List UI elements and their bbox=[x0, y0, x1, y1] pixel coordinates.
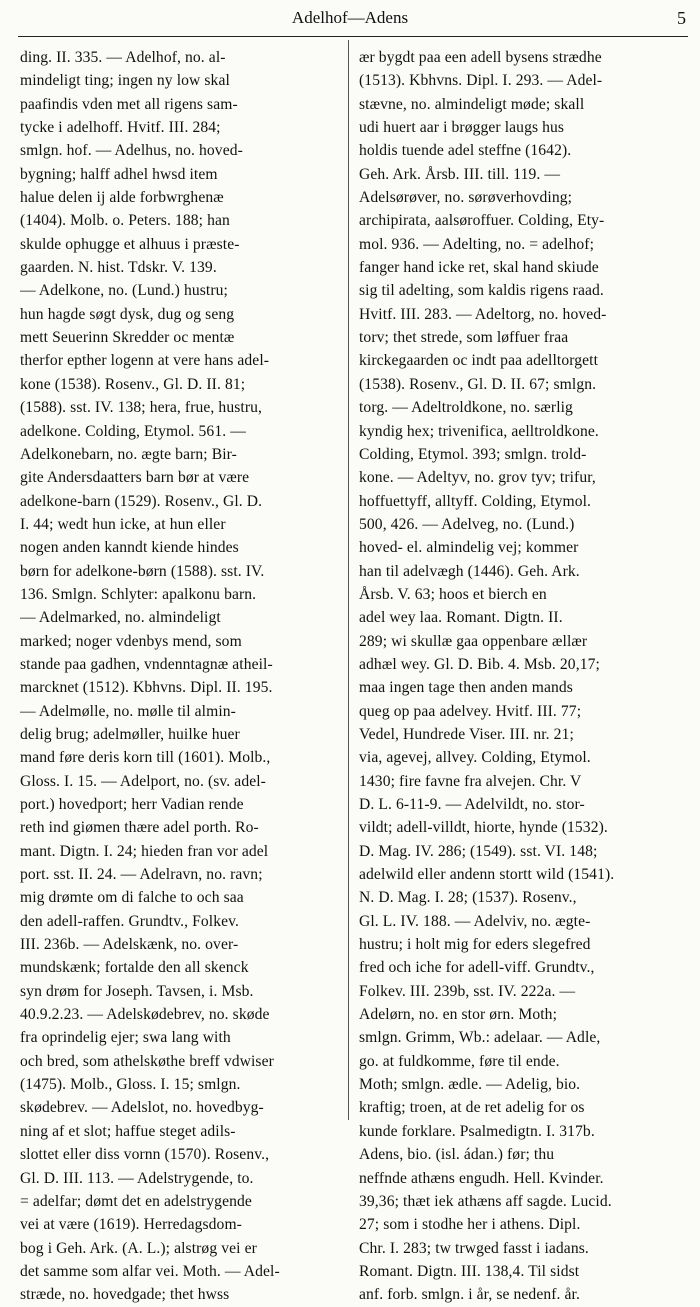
page-number: 5 bbox=[677, 8, 686, 28]
text-line: tycke i adelhoff. Hvitf. III. 284; bbox=[20, 119, 221, 137]
text-line: ning af et slot; haffue steget adils- bbox=[20, 1122, 236, 1140]
text-line: N. D. Mag. I. 28; (1537). Rosenv., bbox=[359, 889, 577, 907]
text-line: stande paa gadhen, vndenntagnæ atheil- bbox=[20, 655, 273, 673]
text-line: 27; som i stodhe her i athens. Dipl. bbox=[359, 1216, 581, 1234]
text-line: børn for adelkone-børn (1588). sst. IV. bbox=[20, 562, 265, 580]
text-line: (1513). Kbhvns. Dipl. I. 293. — Adel- bbox=[359, 72, 603, 90]
text-line: gaarden. N. hist. Tdskr. V. 139. bbox=[20, 259, 217, 277]
text-line: hoved- el. almindelig vej; kommer bbox=[359, 539, 579, 557]
text-line: Gl. L. IV. 188. — Adelviv, no. ægte- bbox=[359, 912, 591, 930]
text-line: udi huert aar i brøgger laugs hus bbox=[359, 119, 565, 137]
text-line: gite Andersdaatters barn bør at være bbox=[20, 469, 250, 487]
text-line: (1538). Rosenv., Gl. D. II. 67; smlgn. bbox=[359, 375, 597, 393]
text-line: I. 44; wedt hun icke, at hun eller bbox=[20, 515, 226, 533]
text-line: och bred, som athelskøthe breff vdwiser bbox=[20, 1052, 274, 1070]
text-line: Adelørn, no. en stor ørn. Moth; bbox=[359, 1006, 557, 1024]
text-line: det samme som alfar vei. Moth. — Adel- bbox=[20, 1262, 280, 1280]
text-line: Romant. Digtn. III. 138,4. Til sidst bbox=[359, 1262, 580, 1280]
text-line: adelwild eller andenn stortt wild (1541). bbox=[359, 866, 615, 884]
text-line: mand føre deris korn till (1601). Molb., bbox=[20, 749, 271, 767]
text-line: adelkone. Colding, Etymol. 561. — bbox=[20, 422, 246, 440]
text-line: maa ingen tage then anden mands bbox=[359, 679, 573, 697]
text-line: D. L. 6-11-9. — Adelvildt, no. stor- bbox=[359, 796, 585, 813]
right-column bbox=[359, 46, 684, 1307]
text-line: (1588). sst. IV. 138; hera, frue, hustru, bbox=[20, 399, 263, 417]
running-head bbox=[0, 8, 700, 32]
text-line: paafindis vden met all rigens sam- bbox=[20, 95, 238, 113]
text-line: mol. 936. — Adelting, no. = adelhof; bbox=[359, 235, 595, 253]
text-line: sig til adelting, som kaldis rigens raad. bbox=[359, 282, 604, 300]
text-line: marked; noger vdenbys mend, som bbox=[20, 632, 242, 650]
text-line: Gl. D. III. 113. — Adelstrygende, to. bbox=[20, 1169, 254, 1187]
text-line: kone. — Adeltyv, no. grov tyv; trifur, bbox=[359, 469, 596, 487]
text-line: Adelkonebarn, no. ægte barn; Bir- bbox=[20, 445, 237, 463]
text-line: anf. forb. smlgn. i år, se nedenf. år. bbox=[359, 1286, 580, 1304]
text-line: Gloss. I. 15. — Adelport, no. (sv. adel- bbox=[20, 772, 266, 790]
text-line: fred och iche for adell-viff. Grundtv., bbox=[359, 959, 595, 977]
text-line: smlgn. Grimm, Wb.: adelaar. — Adle, bbox=[359, 1029, 601, 1047]
text-line: port. sst. II. 24. — Adelravn, no. ravn; bbox=[20, 866, 263, 884]
text-line: torv; thet strede, som løffuer fraa bbox=[359, 329, 569, 347]
text-line: delig brug; adelmøller, huilke huer bbox=[20, 725, 240, 743]
text-line: kraftig; troen, at de ret adelig for os bbox=[359, 1099, 585, 1117]
text-line: ær bygdt paa een adell bysens strædhe bbox=[359, 49, 602, 66]
text-line: mundskænk; fortalde den all skenck bbox=[20, 959, 249, 977]
left-column bbox=[20, 46, 345, 1307]
text-line: 136. Smlgn. Schlyter: apalkonu barn. bbox=[20, 585, 257, 603]
text-line: kunde forklare. Psalmedigtn. I. 317b. bbox=[359, 1122, 595, 1140]
text-line: Vedel, Hundrede Viser. III. nr. 21; bbox=[359, 725, 574, 743]
text-line: hoffuettyff, alltyff. Colding, Etymol. bbox=[359, 492, 592, 510]
text-line: Adens, bio. (isl. ádan.) før; thu bbox=[359, 1146, 555, 1164]
text-line: queg op paa adelvey. Hvitf. III. 77; bbox=[359, 702, 582, 720]
text-line: (1404). Molb. o. Peters. 188; han bbox=[20, 212, 230, 230]
text-line: archipirata, aalsøroffuer. Colding, Ety- bbox=[359, 212, 605, 230]
text-line: mant. Digtn. I. 24; hieden fran vor adel bbox=[20, 842, 269, 860]
text-line: kyndig hex; trivenifica, aelltroldkone. bbox=[359, 422, 599, 440]
text-line: Folkev. III. 239b, sst. IV. 222a. — bbox=[359, 982, 576, 1000]
text-line: 289; wi skullæ gaa oppenbare ællær bbox=[359, 632, 588, 650]
text-line: mindeligt ting; ingen ny low skal bbox=[20, 72, 230, 90]
text-line: adhæl wey. Gl. D. Bib. 4. Msb. 20,17; bbox=[359, 655, 600, 673]
text-line: = adelfar; dømt det en adelstrygende bbox=[20, 1192, 252, 1210]
text-line: slottet eller diss vornn (1570). Rosenv., bbox=[20, 1146, 270, 1164]
text-line: fra oprindelig ejer; swa lang with bbox=[20, 1029, 231, 1047]
text-line: Hvitf. III. 283. — Adeltorg, no. hoved- bbox=[359, 305, 607, 323]
text-line: reth ind giømen thære adel porth. Ro- bbox=[20, 819, 259, 837]
text-line: marcknet (1512). Kbhvns. Dipl. II. 195. bbox=[20, 679, 273, 697]
text-line: — Adelmølle, no. mølle til almin- bbox=[20, 702, 236, 720]
text-line: mett Seuerinn Skredder oc mentæ bbox=[20, 329, 235, 347]
text-line: stræde, no. hovedgade; thet hwss bbox=[20, 1286, 230, 1304]
column-divider bbox=[348, 40, 349, 1120]
text-line: D. Mag. IV. 286; (1549). sst. VI. 148; bbox=[359, 842, 598, 860]
text-line: (1475). Molb., Gloss. I. 15; smlgn. bbox=[20, 1076, 241, 1094]
text-line: skulde ophugge et alhuus i præste- bbox=[20, 235, 240, 253]
text-line: halue delen ij alde forbwrghenæ bbox=[20, 189, 224, 207]
text-line: — Adelkone, no. (Lund.) hustru; bbox=[20, 282, 228, 300]
text-line: 500, 426. — Adelveg, no. (Lund.) bbox=[359, 515, 575, 533]
text-line: Moth; smlgn. ædle. — Adelig, bio. bbox=[359, 1076, 581, 1094]
text-line: Colding, Etymol. 393; smlgn. trold- bbox=[359, 445, 587, 463]
text-line: port.) hovedport; herr Vadian rende bbox=[20, 796, 244, 813]
text-line: bygning; halff adhel hwsd item bbox=[20, 165, 218, 183]
text-line: adel wey laa. Romant. Digtn. II. bbox=[359, 609, 563, 627]
text-line: kirckegaarden oc indt paa adelltorgett bbox=[359, 352, 599, 370]
text-line: adelkone-barn (1529). Rosenv., Gl. D. bbox=[20, 492, 263, 510]
text-line: — Adelmarked, no. almindeligt bbox=[20, 609, 221, 627]
running-head-title: Adelhof—Adens bbox=[291, 8, 409, 27]
text-line: syn drøm for Joseph. Tavsen, i. Msb. bbox=[20, 982, 254, 1000]
text-line: via, agevej, allvey. Colding, Etymol. bbox=[359, 749, 591, 767]
text-line: bog i Geh. Ark. (A. L.); alstrøg vei er bbox=[20, 1239, 257, 1257]
text-line: hustru; i holt mig for eders slegefred bbox=[359, 936, 591, 954]
text-line: III. 236b. — Adelskænk, no. over- bbox=[20, 936, 239, 954]
text-line: holdis tuende adel steffne (1642). bbox=[359, 142, 572, 160]
text-line: den adell-raffen. Grundtv., Folkev. bbox=[20, 912, 240, 930]
text-line: han til adelvægh (1446). Geh. Ark. bbox=[359, 562, 580, 580]
text-line: 39,36; thæt iek athæns aff sagde. Lucid. bbox=[359, 1192, 612, 1210]
text-line: ding. II. 335. — Adelhof, no. al- bbox=[20, 49, 226, 66]
text-line: stævne, no. almindeligt møde; skall bbox=[359, 95, 585, 113]
text-line: vildt; adell-villdt, hiorte, hynde (1532). bbox=[359, 819, 608, 837]
text-line: torg. — Adeltroldkone, no. særlig bbox=[359, 399, 573, 417]
text-line: fanger hand icke ret, skal hand skiude bbox=[359, 259, 599, 277]
text-line: Årsb. V. 63; hoos et bierch en bbox=[359, 585, 547, 603]
header-rule bbox=[18, 36, 688, 37]
text-line: nogen anden kanndt kiende hindes bbox=[20, 539, 239, 557]
text-line: skødebrev. — Adelslot, no. hovedbyg- bbox=[20, 1099, 264, 1117]
text-line: kone (1538). Rosenv., Gl. D. II. 81; bbox=[20, 375, 246, 393]
text-line: neffnde athæns engudh. Hell. Kvinder. bbox=[359, 1169, 604, 1187]
text-line: vei at være (1619). Herredagsdom- bbox=[20, 1216, 242, 1234]
text-line: go. at fuldkomme, føre til ende. bbox=[359, 1052, 560, 1070]
text-line: smlgn. hof. — Adelhus, no. hoved- bbox=[20, 142, 243, 160]
text-line: 1430; fire favne fra alvejen. Chr. V bbox=[359, 772, 582, 790]
text-line: 40.9.2.23. — Adelskødebrev, no. skøde bbox=[20, 1006, 270, 1024]
text-line: Chr. I. 283; tw trwged fasst i iadans. bbox=[359, 1239, 589, 1257]
text-line: hun hagde søgt dysk, dug og seng bbox=[20, 305, 235, 323]
text-line: Adelsørøver, no. sørøverhovding; bbox=[359, 189, 573, 207]
text-line: mig drømte om di falche to och saa bbox=[20, 889, 244, 907]
text-line: therfor epther logenn at vere hans adel- bbox=[20, 352, 270, 370]
text-line: Geh. Ark. Årsb. III. till. 119. — bbox=[359, 165, 561, 183]
